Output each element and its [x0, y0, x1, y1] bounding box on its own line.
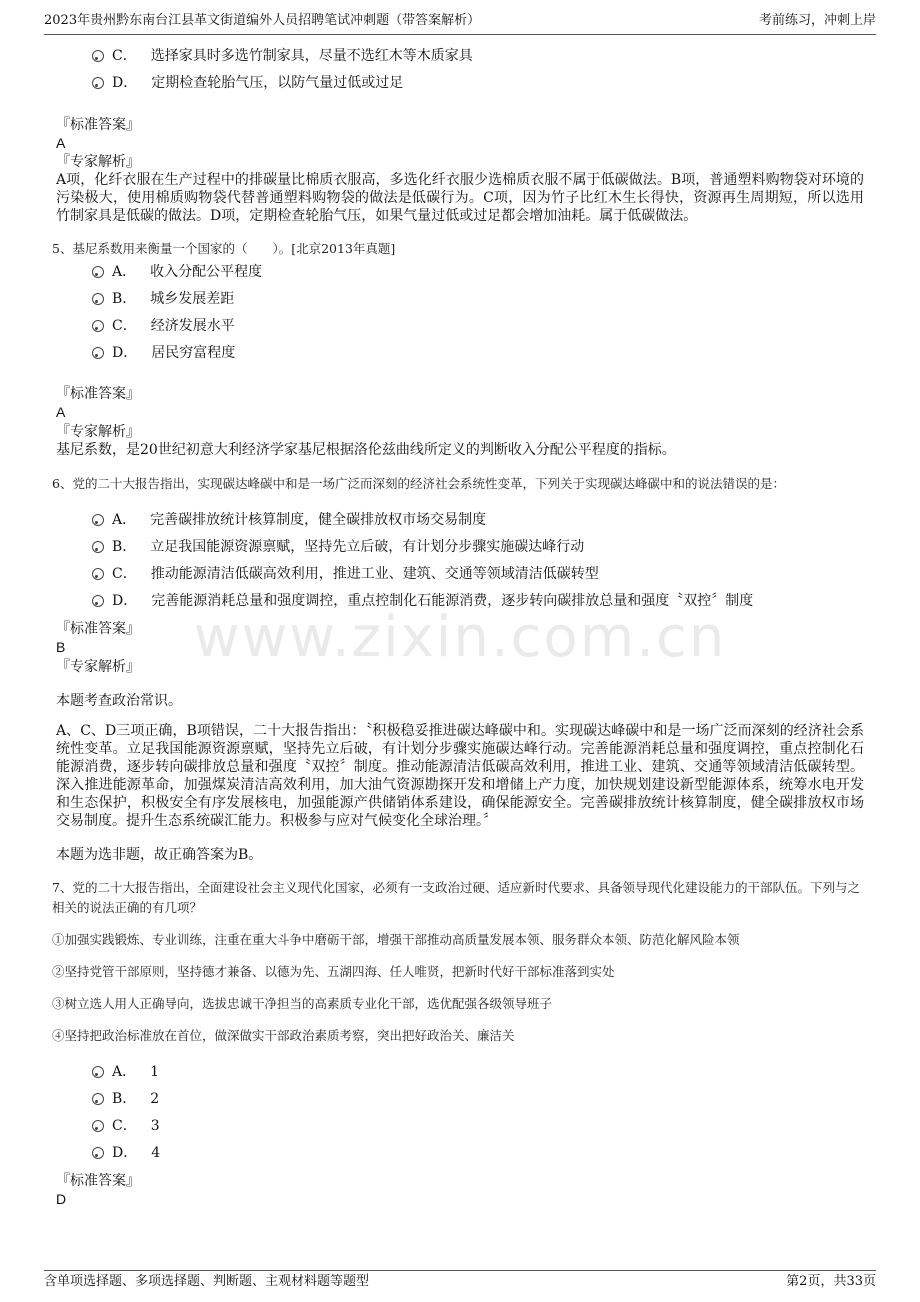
analysis-conclusion: 本题为选非题，故正确答案为B。: [56, 847, 263, 863]
radio-icon[interactable]: [92, 266, 104, 278]
watermark: www.zixin.com.cn: [193, 605, 727, 670]
q5-option-a[interactable]: A． 收入分配公平程度: [92, 262, 262, 282]
answer-value: D: [56, 1191, 67, 1207]
radio-icon[interactable]: [92, 541, 104, 553]
analysis-text: A项，化纤衣服在生产过程中的排碳量比棉质衣服高，多选化纤衣服少选棉质衣服不属于低碳做法。B项，普通塑料购物袋对环境的污染极大，使用棉质购物袋代替普通塑料购物袋的做法是低碳行为。C项，因为竹子比红木生长得快，资源再生周期短，所以选用竹制家具是低碳的做法。D项，定期检查轮胎气压，如果气量过低或过足都会增加油耗。属于低碳做法。: [56, 172, 864, 224]
radio-icon[interactable]: [92, 1066, 104, 1078]
q6-option-d[interactable]: D． 完善能源消耗总量和强度调控，重点控制化石能源消费，逐步转向碳排放总量和强度〝双控〞制度: [92, 591, 753, 611]
q7-option-d[interactable]: D． 4: [92, 1143, 160, 1163]
q4-option-c[interactable]: C． 选择家具时多选竹制家具，尽量不选红木等木质家具: [92, 46, 473, 66]
statement-item: ④坚持把政治标准放在首位，做深做实干部政治素质考察，突出把好政治关、廉洁关: [52, 1028, 515, 1043]
radio-icon[interactable]: [92, 568, 104, 580]
q5-option-d[interactable]: D． 居民穷富程度: [92, 343, 235, 363]
footer-note: 含单项选择题、多项选择题、判断题、主观材料题等题型: [44, 1274, 370, 1289]
page-footer: [44, 1270, 876, 1295]
radio-icon[interactable]: [92, 50, 104, 62]
analysis-label: 『专家解析』: [56, 659, 140, 675]
radio-icon[interactable]: [92, 320, 104, 332]
q7-option-b[interactable]: B． 2: [92, 1089, 159, 1109]
q5-option-b[interactable]: B． 城乡发展差距: [92, 289, 234, 309]
radio-icon[interactable]: [92, 514, 104, 526]
q6-option-c[interactable]: C． 推动能源清洁低碳高效利用，推进工业、建筑、交通等领域清洁低碳转型: [92, 564, 599, 584]
radio-icon[interactable]: [92, 595, 104, 607]
statement-item: ①加强实践锻炼、专业训练，注重在重大斗争中磨砺干部，增强干部推动高质量发展本领、服务群众本领、防范化解风险本领: [52, 932, 740, 947]
radio-icon[interactable]: [92, 347, 104, 359]
analysis-label: 『专家解析』: [56, 154, 140, 170]
radio-icon[interactable]: [92, 293, 104, 305]
q7-option-a[interactable]: A． 1: [92, 1062, 159, 1082]
analysis-text: A、C、D三项正确，B项错误，二十大报告指出：〝积极稳妥推进碳达峰碳中和。实现碳达峰碳中和是一场广泛而深刻的经济社会系统性变革。立足我国能源资源禀赋，坚持先立后破，有计划分步骤实施碳达峰行动。完善能源消耗总量和强度调控，重点控制化石能源消费，逐步转向碳排放总量和强度〝双控〞制度。推动能源清洁低碳高效利用，推进工业、建筑、交通等领域清洁低碳转型。深入推进能源革命，加强煤炭清洁高效利用，加大油气资源勘探开发和增储上产力度，加快规划建设新型能源体系，统筹水电开发和生态保护，积极安全有序发展核电，加强能源产供储销体系建设，确保能源安全。完善碳排放统计核算制度，健全碳排放权市场交易制度。提升生态系统碳汇能力。积极参与应对气候变化全球治理。〞: [56, 723, 864, 829]
answer-label: 『标准答案』: [56, 621, 140, 637]
header-slogan: 考前练习，冲刺上岸: [758, 13, 876, 28]
answer-value: A: [56, 404, 66, 420]
radio-icon[interactable]: [92, 1120, 104, 1132]
radio-icon[interactable]: [92, 77, 104, 89]
answer-label: 『标准答案』: [56, 1173, 140, 1189]
q5-option-c[interactable]: C． 经济发展水平: [92, 316, 235, 336]
answer-value: A: [56, 135, 66, 151]
page-header: [44, 10, 876, 35]
statement-item: ③树立选人用人正确导向，选拔忠诚干净担当的高素质专业化干部，选优配强各级领导班子: [52, 996, 553, 1011]
q6-option-b[interactable]: B． 立足我国能源资源禀赋，坚持先立后破，有计划分步骤实施碳达峰行动: [92, 537, 584, 557]
answer-label: 『标准答案』: [56, 386, 140, 402]
q7-option-c[interactable]: C． 3: [92, 1116, 160, 1136]
radio-icon[interactable]: [92, 1147, 104, 1159]
q6-option-a[interactable]: A． 完善碳排放统计核算制度，健全碳排放权市场交易制度: [92, 510, 486, 530]
analysis-text: 基尼系数，是20世纪初意大利经济学家基尼根据洛伦兹曲线所定义的判断收入分配公平程度的指标。: [56, 442, 676, 458]
q4-option-d[interactable]: D． 定期检查轮胎气压，以防气量过低或过足: [92, 73, 403, 93]
radio-icon[interactable]: [92, 1093, 104, 1105]
analysis-label: 『专家解析』: [56, 424, 140, 440]
answer-label: 『标准答案』: [56, 117, 140, 133]
statement-item: ②坚持党管干部原则，坚持德才兼备、以德为先、五湖四海、任人唯贤，把新时代好干部标准落到实处: [52, 964, 615, 979]
analysis-intro: 本题考查政治常识。: [56, 693, 182, 709]
question-stem: 5、基尼系数用来衡量一个国家的（ ）。[北京2013年真题]: [52, 241, 396, 256]
answer-value: B: [56, 639, 66, 655]
question-stem: 6、党的二十大报告指出，实现碳达峰碳中和是一场广泛而深刻的经济社会系统性变革，下列关于实现碳达峰碳中和的说法错误的是：: [52, 476, 785, 491]
page-number: 第2页，共33页: [786, 1274, 876, 1289]
question-stem: 7、党的二十大报告指出，全面建设社会主义现代化国家，必须有一支政治过硬、适应新时代要求、具备领导现代化建设能力的干部队伍。下列与之相关的说法正确的有几项？: [52, 880, 860, 915]
document-title: 2023年贵州黔东南台江县革文街道编外人员招聘笔试冲刺题（带答案解析）: [44, 13, 481, 28]
